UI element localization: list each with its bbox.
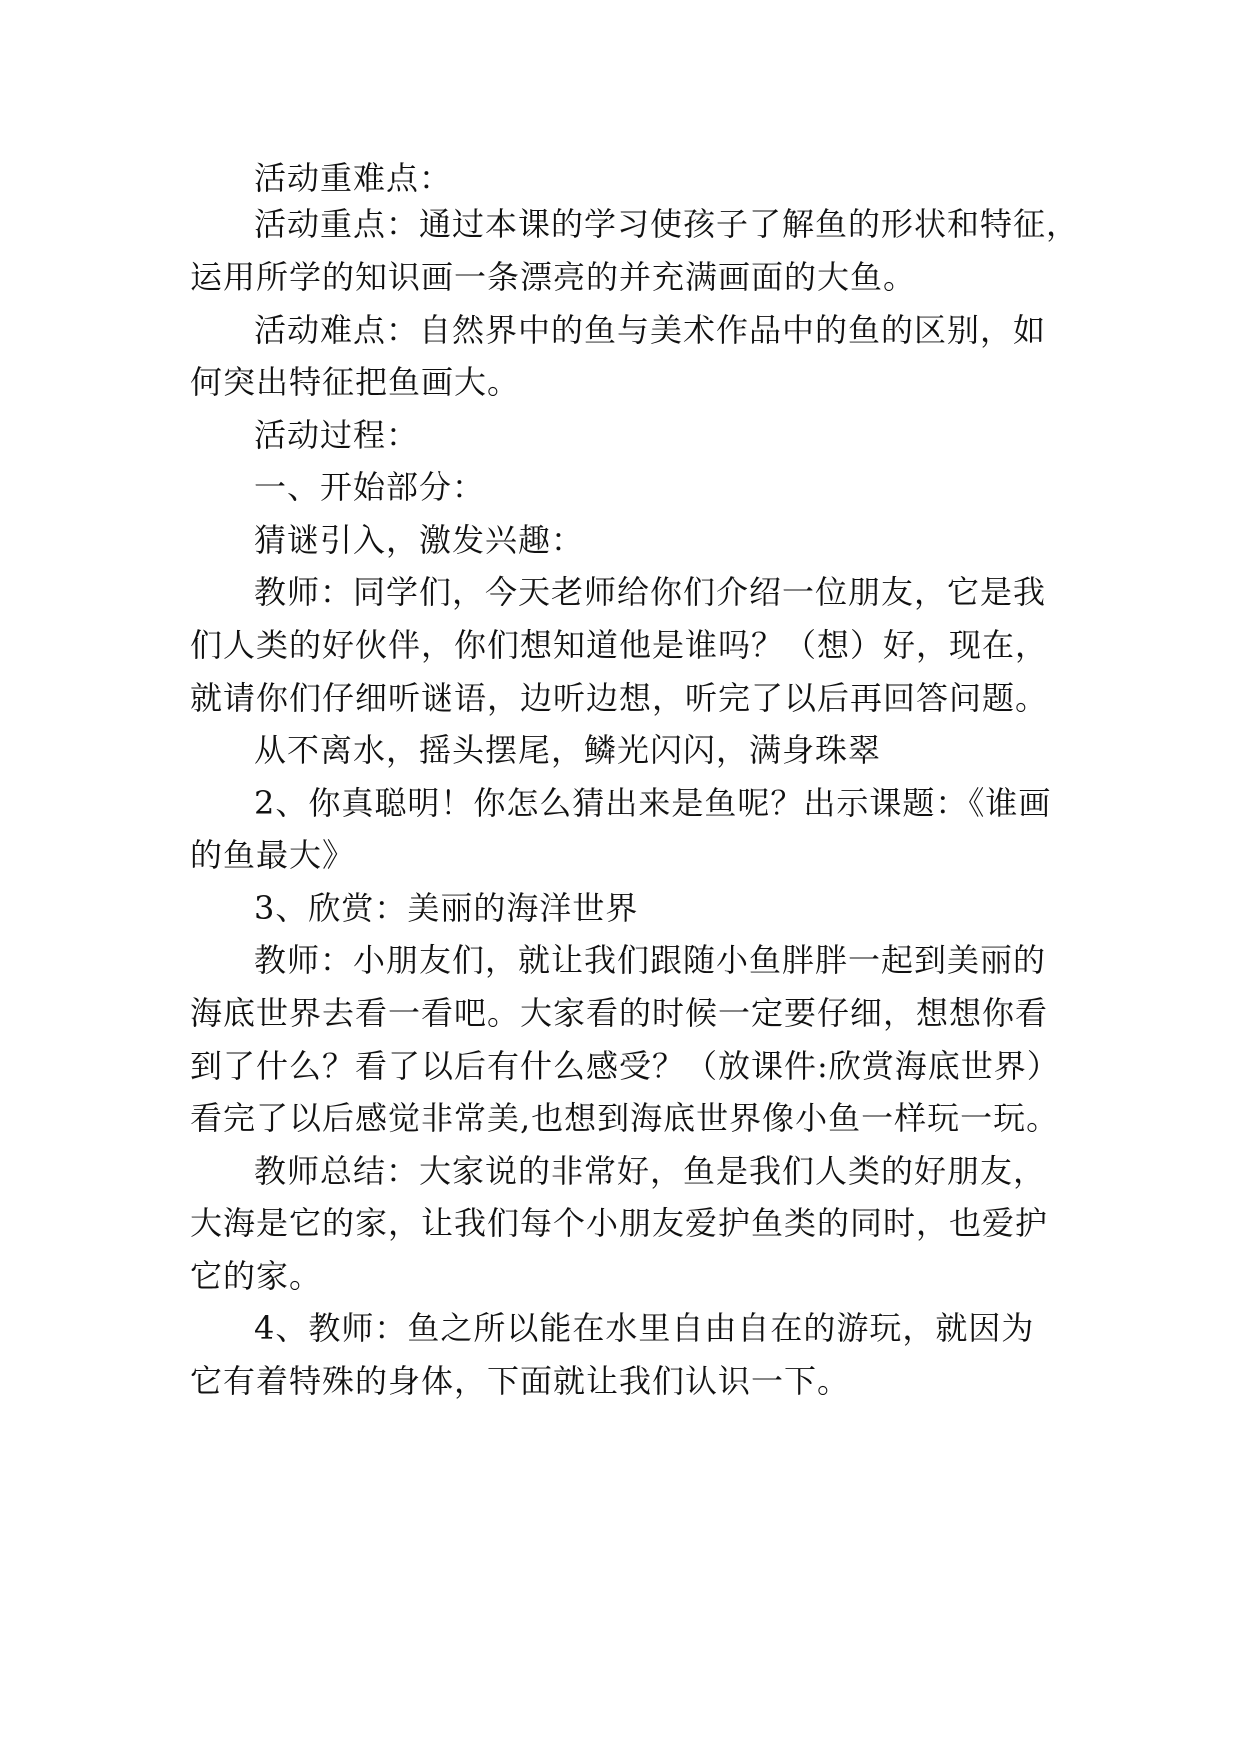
paragraph-line: 3、欣赏：美丽的海洋世界 — [254, 889, 639, 927]
riddle-line: 从不离水，摇头摆尾，鳞光闪闪，满身珠翠 — [254, 731, 882, 769]
paragraph-line: 教师总结：大家说的非常好，鱼是我们人类的好朋友， — [254, 1152, 1047, 1190]
paragraph-line: 教师：同学们，今天老师给你们介绍一位朋友，它是我 — [254, 573, 1047, 611]
paragraph-line: 猜谜引入，激发兴趣： — [254, 521, 585, 559]
paragraph-line: 到了什么？看了以后有什么感受？（放课件:欣赏海底世界） — [190, 1047, 1060, 1085]
paragraph-line: 就请你们仔细听谜语，边听边想，听完了以后再回答问题。 — [190, 679, 1049, 717]
paragraph-line: 4、教师：鱼之所以能在水里自由自在的游玩，就因为 — [254, 1309, 1035, 1347]
paragraph-line: 海底世界去看一看吧。大家看的时候一定要仔细，想想你看 — [190, 994, 1049, 1032]
paragraph-line: 的鱼最大》 — [190, 836, 356, 874]
paragraph-line: 它有着特殊的身体，下面就让我们认识一下。 — [190, 1362, 851, 1400]
section-heading-key-points: 活动重难点： — [254, 159, 453, 197]
section-heading-process: 活动过程： — [254, 416, 420, 454]
paragraph-line: 它的家。 — [190, 1257, 323, 1295]
paragraph-line: 活动难点：自然界中的鱼与美术作品中的鱼的区别，如 — [254, 311, 1047, 349]
paragraph-line: 看完了以后感觉非常美,也想到海底世界像小鱼一样玩一玩。 — [190, 1099, 1060, 1137]
subsection-heading: 一、开始部分： — [254, 468, 486, 506]
paragraph-line: 们人类的好伙伴，你们想知道他是谁吗？（想）好，现在， — [190, 626, 1049, 664]
paragraph-line: 运用所学的知识画一条漂亮的并充满画面的大鱼。 — [190, 258, 917, 296]
paragraph-line: 何突出特征把鱼画大。 — [190, 363, 521, 401]
paragraph-line: 大海是它的家，让我们每个小朋友爱护鱼类的同时，也爱护 — [190, 1204, 1049, 1242]
paragraph-line: 教师：小朋友们，就让我们跟随小鱼胖胖一起到美丽的 — [254, 941, 1047, 979]
paragraph-line: 活动重点：通过本课的学习使孩子了解鱼的形状和特征， — [254, 205, 1080, 243]
paragraph-line: 2、你真聪明！你怎么猜出来是鱼呢？出示课题：《谁画 — [254, 784, 1052, 822]
